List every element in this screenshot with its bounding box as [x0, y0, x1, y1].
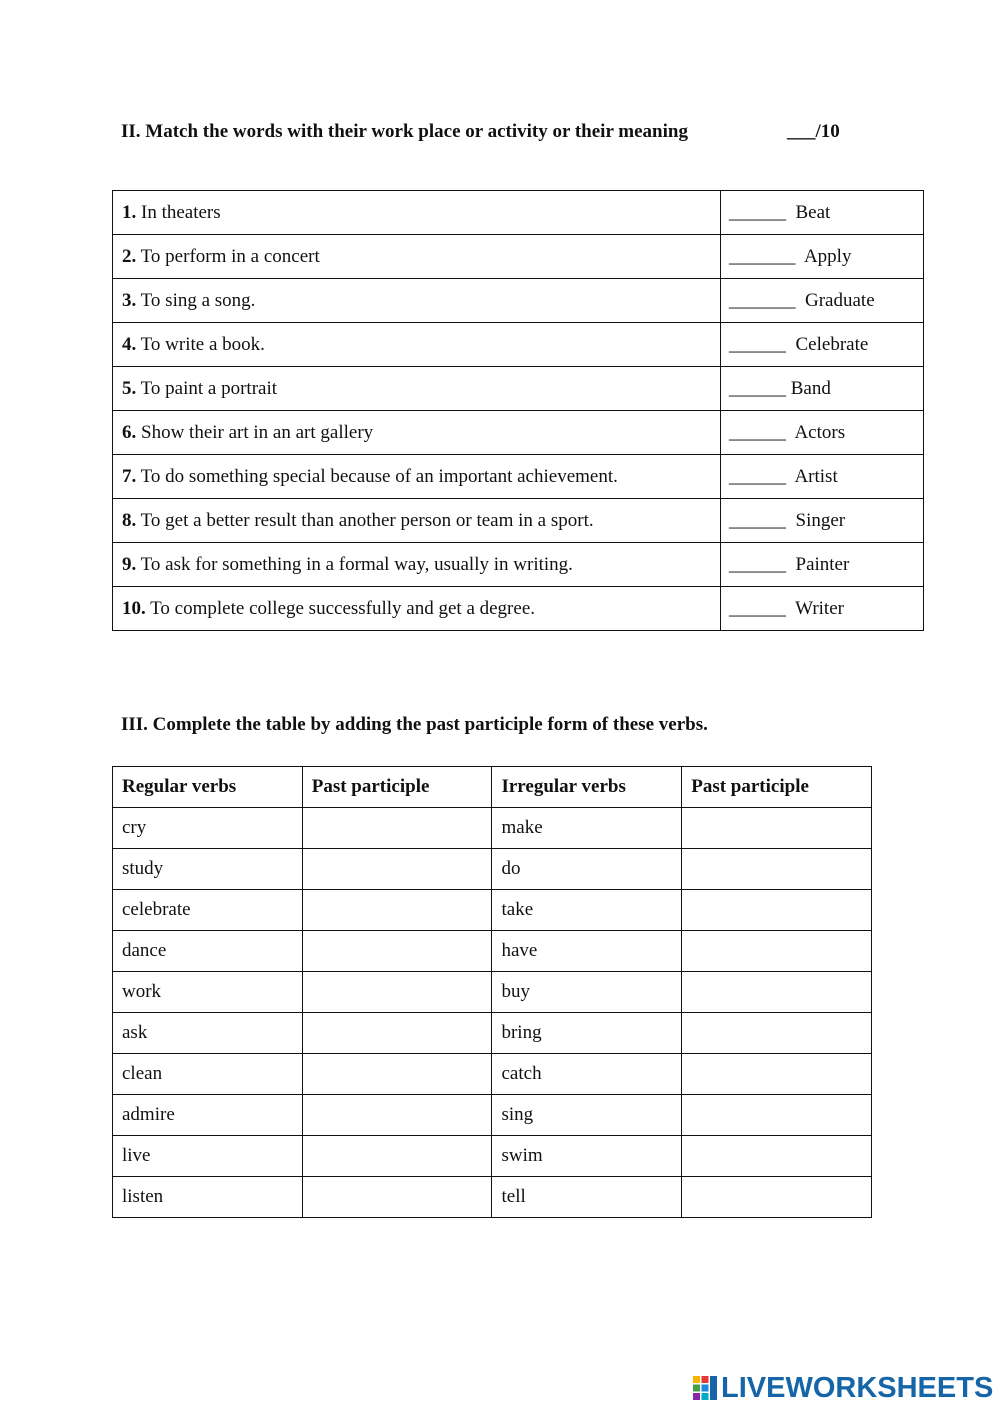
question-text: To do something special because of an important achievement. [136, 465, 618, 487]
regular-past-participle-input[interactable] [302, 1054, 492, 1095]
verb-row [113, 931, 872, 972]
verb-row [113, 1095, 872, 1136]
match-answer-blank[interactable]: _______ Graduate [721, 279, 924, 323]
liveworksheets-logo-icon [692, 1375, 718, 1401]
match-question [113, 587, 721, 631]
header-irregular-verbs: Irregular verbs [492, 767, 682, 808]
verb-row [113, 1177, 872, 1218]
regular-past-participle-input[interactable] [302, 972, 492, 1013]
question-number: 1. [122, 201, 137, 223]
irregular-past-participle-input[interactable] [682, 808, 872, 849]
irregular-verb-cell: catch [492, 1054, 682, 1095]
match-row [113, 543, 924, 587]
irregular-verb-cell: take [492, 890, 682, 931]
brand-name: LIVEWORKSHEETS [721, 1371, 994, 1404]
regular-past-participle-input[interactable] [302, 1095, 492, 1136]
match-row [113, 455, 924, 499]
regular-past-participle-input[interactable] [302, 931, 492, 972]
regular-past-participle-input[interactable] [302, 849, 492, 890]
irregular-verb-cell: make [492, 808, 682, 849]
regular-past-participle-input[interactable] [302, 808, 492, 849]
irregular-past-participle-input[interactable] [682, 1054, 872, 1095]
match-answer-blank[interactable]: ______ Actors [721, 411, 924, 455]
match-question [113, 499, 721, 543]
regular-verb-cell: admire [113, 1095, 303, 1136]
match-question [113, 411, 721, 455]
score-field: ___/10 [787, 121, 840, 142]
question-text: To perform in a concert [136, 245, 320, 267]
question-number: 4. [122, 333, 137, 355]
regular-verb-cell: celebrate [113, 890, 303, 931]
match-answer-blank[interactable]: ______ Artist [721, 455, 924, 499]
irregular-verb-cell: buy [492, 972, 682, 1013]
section2-title: II. Match the words with their work place or activity or their meaning [121, 121, 688, 142]
regular-past-participle-input[interactable] [302, 1013, 492, 1054]
regular-past-participle-input[interactable] [302, 1136, 492, 1177]
question-number: 9. [122, 553, 137, 575]
verb-row [113, 890, 872, 931]
irregular-verb-cell: swim [492, 1136, 682, 1177]
match-answer-blank[interactable]: _______ Apply [721, 235, 924, 279]
question-number: 5. [122, 377, 137, 399]
match-question [113, 367, 721, 411]
regular-verb-cell: work [113, 972, 303, 1013]
match-answer-blank[interactable]: ______ Celebrate [721, 323, 924, 367]
match-question [113, 323, 721, 367]
verb-table [112, 766, 872, 1218]
question-text: To paint a portrait [136, 377, 278, 399]
irregular-past-participle-input[interactable] [682, 931, 872, 972]
irregular-verb-cell: have [492, 931, 682, 972]
match-answer-blank[interactable]: ______ Painter [721, 543, 924, 587]
header-past-participle: Past participle [302, 767, 492, 808]
match-row [113, 587, 924, 631]
match-row [113, 235, 924, 279]
question-text: To sing a song. [136, 289, 256, 311]
question-text: To get a better result than another person or team in a sport. [136, 509, 594, 531]
matching-table [112, 190, 924, 631]
match-row [113, 499, 924, 543]
question-text: To ask for something in a formal way, usually in writing. [136, 553, 573, 575]
question-text: In theaters [136, 201, 221, 223]
match-row [113, 191, 924, 235]
match-question [113, 543, 721, 587]
header-regular-verbs: Regular verbs [113, 767, 303, 808]
verb-row [113, 808, 872, 849]
irregular-verb-cell: tell [492, 1177, 682, 1218]
irregular-past-participle-input[interactable] [682, 1177, 872, 1218]
match-question [113, 235, 721, 279]
verb-row [113, 849, 872, 890]
match-answer-blank[interactable]: ______ Writer [721, 587, 924, 631]
irregular-verb-cell: bring [492, 1013, 682, 1054]
irregular-past-participle-input[interactable] [682, 849, 872, 890]
match-question [113, 279, 721, 323]
regular-verb-cell: ask [113, 1013, 303, 1054]
regular-verb-cell: study [113, 849, 303, 890]
regular-verb-cell: cry [113, 808, 303, 849]
question-number: 7. [122, 465, 137, 487]
irregular-past-participle-input[interactable] [682, 1136, 872, 1177]
match-question [113, 455, 721, 499]
match-row [113, 279, 924, 323]
question-number: 2. [122, 245, 137, 267]
match-question [113, 191, 721, 235]
regular-past-participle-input[interactable] [302, 890, 492, 931]
match-row [113, 323, 924, 367]
regular-verb-cell: clean [113, 1054, 303, 1095]
regular-verb-cell: live [113, 1136, 303, 1177]
verb-row [113, 972, 872, 1013]
verb-table-header-row [113, 767, 872, 808]
match-row [113, 411, 924, 455]
irregular-verb-cell: sing [492, 1095, 682, 1136]
irregular-verb-cell: do [492, 849, 682, 890]
verb-row [113, 1013, 872, 1054]
match-row [113, 367, 924, 411]
irregular-past-participle-input[interactable] [682, 972, 872, 1013]
question-number: 10. [122, 597, 146, 619]
verb-row [113, 1054, 872, 1095]
header-past-participle: Past participle [682, 767, 872, 808]
match-answer-blank[interactable]: ______ Singer [721, 499, 924, 543]
regular-past-participle-input[interactable] [302, 1177, 492, 1218]
irregular-past-participle-input[interactable] [682, 890, 872, 931]
irregular-past-participle-input[interactable] [682, 1095, 872, 1136]
match-answer-blank[interactable]: ______ Band [721, 367, 924, 411]
irregular-past-participle-input[interactable] [682, 1013, 872, 1054]
question-text: To write a book. [136, 333, 265, 355]
question-text: Show their art in an art gallery [136, 421, 374, 443]
question-number: 3. [122, 289, 137, 311]
brand-footer [692, 1371, 993, 1405]
verb-row [113, 1136, 872, 1177]
question-number: 6. [122, 421, 137, 443]
question-number: 8. [122, 509, 137, 531]
regular-verb-cell: listen [113, 1177, 303, 1218]
regular-verb-cell: dance [113, 931, 303, 972]
question-text: To complete college successfully and get a degree. [145, 597, 535, 619]
section3-title: III. Complete the table by adding the past participle form of these verbs. [121, 714, 708, 735]
match-answer-blank[interactable]: ______ Beat [721, 191, 924, 235]
